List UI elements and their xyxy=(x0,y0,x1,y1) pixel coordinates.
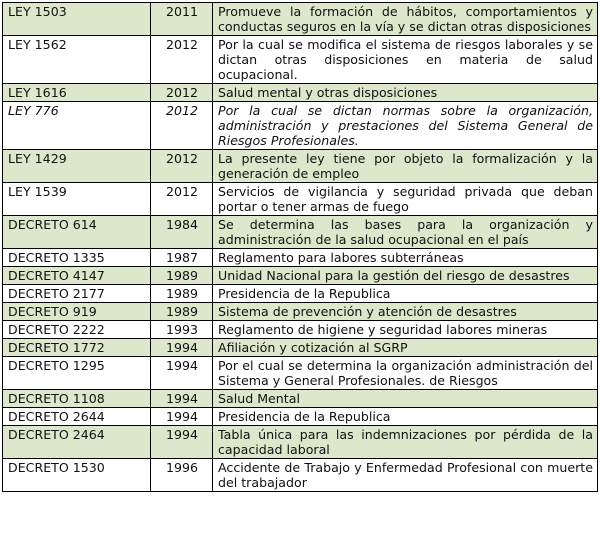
description-cell: Servicios de vigilancia y seguridad privada que deban portar o tener armas de fuego xyxy=(213,183,598,216)
norm-cell: LEY 1503 xyxy=(3,3,151,36)
table-row xyxy=(3,459,598,492)
norm-cell: DECRETO 1335 xyxy=(3,249,151,267)
year-cell: 1989 xyxy=(151,267,213,285)
table-row xyxy=(3,3,598,36)
normativity-table-container xyxy=(2,2,598,492)
description-cell: Unidad Nacional para la gestión del riesgo de desastres xyxy=(213,267,598,285)
table-row xyxy=(3,303,598,321)
year-cell: 2012 xyxy=(151,183,213,216)
table-row xyxy=(3,390,598,408)
table-row xyxy=(3,102,598,150)
description-cell: Afiliación y cotización al SGRP xyxy=(213,339,598,357)
norm-cell: DECRETO 1295 xyxy=(3,357,151,390)
norm-cell: DECRETO 1772 xyxy=(3,339,151,357)
description-cell: La presente ley tiene por objeto la formalización y la generación de empleo xyxy=(213,150,598,183)
norm-cell: DECRETO 2644 xyxy=(3,408,151,426)
year-cell: 1996 xyxy=(151,459,213,492)
description-cell: Reglamento de higiene y seguridad labores mineras xyxy=(213,321,598,339)
description-cell: Salud Mental xyxy=(213,390,598,408)
norm-cell: DECRETO 2222 xyxy=(3,321,151,339)
norm-cell: DECRETO 2464 xyxy=(3,426,151,459)
description-cell: Promueve la formación de hábitos, comportamientos y conductas seguros en la vía y se dictan otras disposiciones xyxy=(213,3,598,36)
year-cell: 2012 xyxy=(151,150,213,183)
table-row xyxy=(3,183,598,216)
norm-cell: LEY 1562 xyxy=(3,36,151,84)
norm-cell: DECRETO 1530 xyxy=(3,459,151,492)
table-row xyxy=(3,357,598,390)
year-cell: 2012 xyxy=(151,102,213,150)
description-cell: Accidente de Trabajo y Enfermedad Profesional con muerte del trabajador xyxy=(213,459,598,492)
description-cell: Por la cual se dictan normas sobre la organización, administración y prestaciones del Sistema General de Riesgos Profesionales. xyxy=(213,102,598,150)
year-cell: 1989 xyxy=(151,285,213,303)
norm-cell: LEY 1616 xyxy=(3,84,151,102)
table-row xyxy=(3,321,598,339)
table-row xyxy=(3,339,598,357)
table-row xyxy=(3,84,598,102)
normativity-table xyxy=(2,2,598,492)
year-cell: 2012 xyxy=(151,84,213,102)
table-row xyxy=(3,408,598,426)
table-row xyxy=(3,36,598,84)
year-cell: 1993 xyxy=(151,321,213,339)
norm-cell: DECRETO 919 xyxy=(3,303,151,321)
table-row xyxy=(3,249,598,267)
table-row xyxy=(3,216,598,249)
table-body xyxy=(3,3,598,492)
description-cell: Reglamento para labores subterráneas xyxy=(213,249,598,267)
year-cell: 2011 xyxy=(151,3,213,36)
table-row xyxy=(3,267,598,285)
year-cell: 1994 xyxy=(151,357,213,390)
description-cell: Presidencia de la Republica xyxy=(213,408,598,426)
year-cell: 1989 xyxy=(151,303,213,321)
norm-cell: LEY 1429 xyxy=(3,150,151,183)
description-cell: Tabla única para las indemnizaciones por pérdida de la capacidad laboral xyxy=(213,426,598,459)
year-cell: 1994 xyxy=(151,408,213,426)
norm-cell: DECRETO 614 xyxy=(3,216,151,249)
norm-cell: LEY 1539 xyxy=(3,183,151,216)
year-cell: 1994 xyxy=(151,390,213,408)
norm-cell: DECRETO 1108 xyxy=(3,390,151,408)
table-row xyxy=(3,285,598,303)
year-cell: 1994 xyxy=(151,339,213,357)
table-row xyxy=(3,426,598,459)
year-cell: 1984 xyxy=(151,216,213,249)
description-cell: Por la cual se modifica el sistema de riesgos laborales y se dictan otras disposiciones en materia de salud ocupacional. xyxy=(213,36,598,84)
norm-cell: DECRETO 2177 xyxy=(3,285,151,303)
description-cell: Presidencia de la Republica xyxy=(213,285,598,303)
description-cell: Por el cual se determina la organización administración del Sistema y General Profesionales. de Riesgos xyxy=(213,357,598,390)
year-cell: 2012 xyxy=(151,36,213,84)
norm-cell: LEY 776 xyxy=(3,102,151,150)
table-row xyxy=(3,150,598,183)
norm-cell: DECRETO 4147 xyxy=(3,267,151,285)
description-cell: Sistema de prevención y atención de desastres xyxy=(213,303,598,321)
year-cell: 1987 xyxy=(151,249,213,267)
description-cell: Se determina las bases para la organización y administración de la salud ocupacional en el país xyxy=(213,216,598,249)
year-cell: 1994 xyxy=(151,426,213,459)
description-cell: Salud mental y otras disposiciones xyxy=(213,84,598,102)
